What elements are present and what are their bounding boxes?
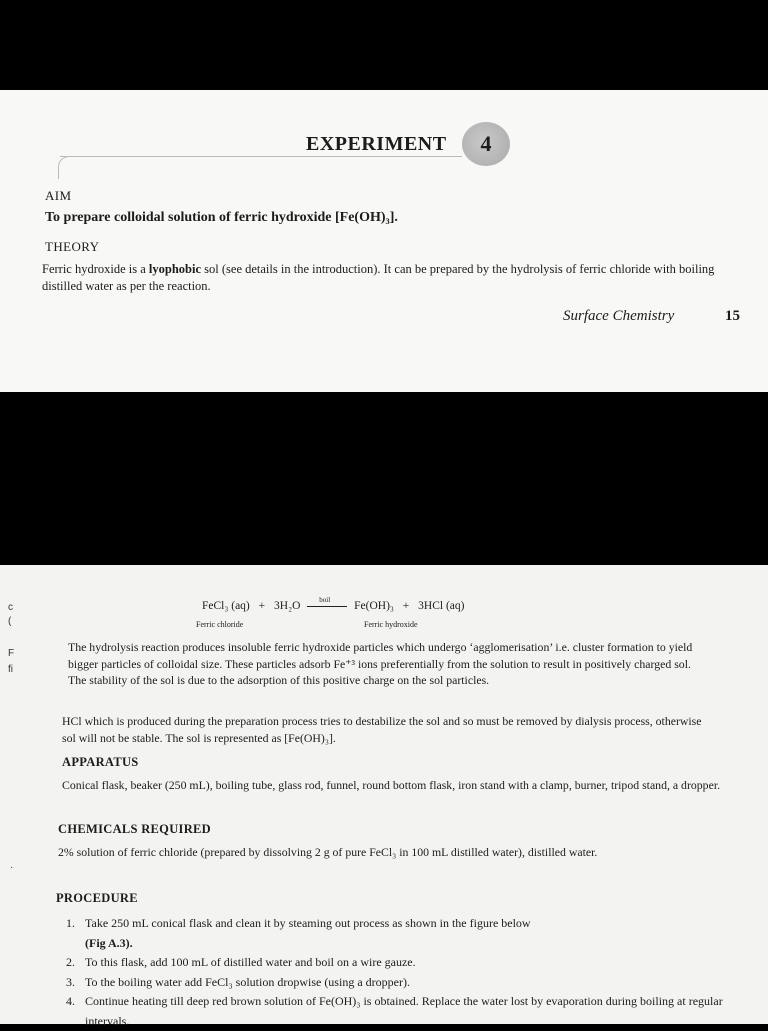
step-text: To the boiling water add FeCl₃ solution dropwise (using a dropper). [85,974,410,989]
procedure-step [66,973,742,993]
procedure-step [66,953,742,973]
step-text: Continue heating till deep red brown solution of Fe(OH)₃ is obtained. Replace the water lost by evaporation during boiling at regular intervals. [85,994,723,1028]
theory-text-bold: lyophobic [148,262,202,276]
experiment-title: EXPERIMENT [306,133,447,155]
eq-product-1: Fe(OH)₃ [354,600,394,612]
reaction-arrow [307,595,347,607]
chemical-equation [202,595,465,612]
aim-text: To prepare colloidal solution of ferric hydroxide [Fe(OH)₃]. [45,210,398,225]
hcl-paragraph: HCl which is produced during the preparation process tries to destabilize the sol and so must be removed by dialysis process, otherwise sol will not be stable. The sol is represented as [Fe(OH)₃]. [62,714,702,745]
apparatus-text: Conical flask, beaker (250 mL), boiling tube, glass rod, funnel, round bottom flask, iron stand with a clamp, burner, tripod stand, a dropper. [62,778,721,792]
figure-reference: (Fig A.3). [85,935,133,950]
procedure-step [66,992,742,1031]
chemicals-text: 2% solution of ferric chloride (prepared by dissolving 2 g of pure FeCl₃ in 100 mL distilled water), distilled water. [58,845,598,859]
margin-mark: ( [8,616,12,627]
hydrolysis-paragraph: The hydrolysis reaction produces insoluble ferric hydroxide particles which undergo ‘agglomerisation’ i.e. cluster formation to yield bigger particles of colloidal size. These particles adsorb Fe⁺³ ions preferentially from the solution to result in positively charged sol. The stability of the sol is due to the adsorption of this positive charge on the sol particles. [68,640,693,687]
margin-mark: · [10,862,14,873]
step-number: 4. [66,994,75,1008]
aim-heading: AIM [45,188,72,203]
margin-mark: F [8,648,15,659]
eq-product-2: 3HCl (aq) [418,600,465,612]
eq-reactant-1: FeCl₃ (aq) [202,600,250,612]
procedure-heading: PROCEDURE [56,891,138,905]
eq-plus-2: + [402,600,410,612]
experiment-number-badge [462,122,510,166]
eq-plus-1: + [258,600,266,612]
step-number: 2. [66,955,75,969]
header-decoration [58,156,69,179]
header-rule [60,156,462,157]
step-text: To this flask, add 100 mL of distilled water and boil on a wire gauze. [85,955,416,969]
chemicals-heading: CHEMICALS REQUIRED [58,822,211,836]
theory-text-post: sol (see details in the introduction). It can be prepared by the hydrolysis of ferric chloride with boiling distilled water as per the reaction. [42,262,715,293]
arrow-label: boil [319,595,331,604]
procedure-list [66,914,742,1031]
theory-text-pre: Ferric hydroxide is a [42,262,149,276]
eq-product-1-name: Ferric hydroxide [364,620,418,629]
theory-paragraph [42,261,742,295]
experiment-number: 4 [480,131,492,156]
theory-heading: THEORY [45,239,100,254]
footer-chapter-title: Surface Chemistry [563,308,675,324]
eq-reactant-2: 3H₂O [274,600,301,612]
footer-page-number: 15 [725,308,740,324]
step-text-main: Take 250 mL conical flask and clean it by steaming out process as shown in the figure below [85,916,531,930]
apparatus-heading: APPARATUS [62,755,139,769]
procedure-step [66,914,742,953]
step-number: 1. [66,916,75,930]
margin-mark: c [8,602,13,613]
eq-reactant-1-name: Ferric chloride [196,620,244,629]
step-number: 3. [66,974,75,989]
margin-mark: fi [8,664,13,675]
step-text [85,914,531,953]
